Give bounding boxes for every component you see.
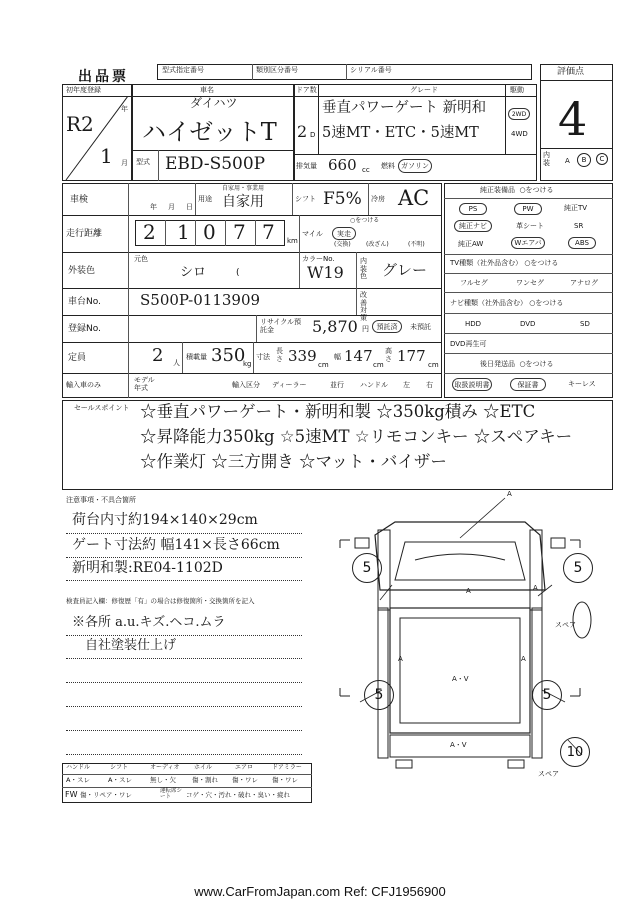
color: シロ (180, 265, 207, 280)
capacity-unit: 人 (173, 359, 180, 367)
extra-keyless: キーレス (568, 380, 596, 388)
doors: 2 (297, 122, 308, 141)
legend-h-wheel: ホイル (194, 764, 213, 771)
mark-a-front: A (466, 587, 471, 595)
mark-a-top: A (507, 490, 512, 498)
handle-right: 右 (426, 381, 433, 389)
equip-abs: ABS (568, 237, 596, 249)
sales-line-2: ☆昇降能力350kg ☆5速MT ☆リモコンキー ☆スペアキー (140, 427, 573, 446)
color-code: W19 (307, 263, 344, 282)
ac-label: 冷房 (371, 195, 385, 203)
name-label: 車名 (200, 86, 214, 94)
nav-sd: SD (580, 320, 590, 328)
model-no-label: 型式指定番号 (162, 66, 204, 74)
load-unit: kg (243, 360, 252, 368)
spare-label-bottom: スペア (538, 770, 559, 778)
legend-h-shift: シフト (110, 764, 129, 771)
drive-2wd: 2WD (508, 108, 530, 120)
shift-label: シフト (295, 195, 316, 203)
usage-hint: 自家用・事業用 (222, 185, 265, 192)
equipment-title: 純正装備品 ○をつける (480, 186, 554, 194)
category-no-label: 類別区分番号 (256, 66, 298, 74)
height: 177 (397, 347, 426, 365)
score-label: 評価点 (557, 67, 585, 77)
mileage-hint: ○をつける (350, 217, 380, 224)
first-reg-label: 初年度登録 (66, 86, 101, 94)
legend-r1-mirror: 傷・ワレ (272, 776, 298, 784)
equip-pw: PW (514, 203, 542, 215)
usage: 自家用 (222, 194, 264, 210)
displacement: 660 (328, 156, 357, 174)
legend-h-handle: ハンドル (66, 764, 91, 771)
equip-navi: 純正ナビ (454, 220, 492, 232)
inspector-title: 検査員記入欄：修復歴「有」の場合は修復箇所・交換箇所を記入 (66, 597, 255, 605)
legend-r1-wheel: 傷・割れ (192, 776, 218, 784)
dealer: ディーラー (272, 381, 307, 389)
ac: AC (398, 186, 430, 210)
equip-airbag: Wエアバ (511, 237, 545, 249)
tire-rear-right: 5 (532, 680, 562, 710)
tv-analog: アナログ (570, 279, 598, 287)
mileage-tampered: (改ざん) (366, 241, 389, 248)
legend-row1 (62, 775, 312, 787)
legend-r1-aero: 傷・ワレ (232, 776, 258, 784)
notes-title: 注意事項・不具合箇所 (66, 496, 136, 504)
doors-suffix: D (310, 131, 316, 139)
odo-digit-4: 7 (233, 220, 246, 244)
tire-front-left: 5 (352, 553, 382, 583)
height-unit: cm (428, 361, 439, 369)
import-label: 輸入車のみ (66, 381, 101, 389)
sales-line-3: ☆作業灯 ☆三方開き ☆マット・バイザー (140, 452, 447, 471)
chassis: S500P-0113909 (140, 291, 261, 309)
legend-seat-label: 運転席シート (160, 788, 183, 800)
recycle: 5,870 (312, 317, 358, 336)
odo-digit-3: 0 (203, 220, 216, 244)
legend-seat: コゲ・穴・汚れ・破れ・臭い・疲れ (186, 791, 290, 799)
color-code-label: カラーNo. (302, 255, 335, 263)
legend-h-audio: オーディオ (150, 764, 180, 771)
interior-grade-a: A (565, 157, 570, 165)
spare-label-top: スペア (555, 621, 576, 629)
odo-digit-5: 7 (262, 220, 275, 244)
type-label: 型式 (136, 158, 150, 166)
recycle-unit: 円 (362, 325, 369, 333)
handle-label: ハンドル (360, 381, 388, 389)
legend-h-mirror: ドアミラー (272, 764, 302, 771)
year-era: R2 (66, 112, 94, 136)
extra-title: 後日発送品 ○をつける (480, 360, 554, 368)
legend-headers (62, 763, 312, 774)
legend-fw: 傷・リペア・ワレ (80, 791, 132, 799)
vehicle-name: ハイゼットT (142, 118, 277, 146)
inspection-day: 日 (186, 203, 193, 211)
recycle-paid: 預託済 (372, 320, 402, 333)
grade-line2: 5速MT・ETC・5速MT (322, 125, 479, 141)
reg-no-label: 登録No. (68, 324, 101, 334)
month-unit: 月 (121, 159, 128, 167)
notes-line-1: 荷台内寸約194×140×29cm (72, 512, 258, 528)
date-divider (62, 96, 132, 181)
equip-tv: 純正TV (564, 204, 588, 212)
recycle-unpaid: 未預託 (410, 323, 431, 331)
color-orig-label: 元色 (134, 255, 148, 263)
mileage-unknown: (不明) (408, 241, 425, 248)
fuel: ガソリン (398, 159, 432, 173)
odo-digit-2: 1 (177, 220, 190, 244)
mark-a-right: A (521, 655, 526, 663)
handle-left: 左 (403, 381, 410, 389)
nav-dvd: DVD (520, 320, 536, 328)
inspection-month: 月 (168, 203, 175, 211)
legend-h-aero: エアロ (235, 764, 254, 771)
dims-label: 寸法 (256, 353, 270, 361)
tv-full: フルセグ (460, 279, 488, 287)
tv-one: ワンセグ (516, 279, 544, 287)
nav-title: ナビ種類（社外品含む） ○をつける (450, 299, 564, 307)
load-label: 積載量 (186, 353, 207, 361)
equipment-grid (444, 199, 613, 253)
dvd-play: DVD再生可 (450, 340, 487, 348)
grade-line1: 垂直パワーゲート 新明和 (322, 100, 487, 116)
odo-label: 走行距離 (66, 229, 103, 239)
import-class-label: 輸入区分 (232, 381, 260, 389)
notes-line-2: ゲート寸法約 幅141×長さ66cm (72, 537, 280, 553)
mark-a-rail: A (533, 584, 538, 592)
year-unit: 年 (121, 105, 128, 113)
serial-no-label: シリアル番号 (350, 66, 392, 74)
grade-label: グレード (410, 86, 438, 94)
sales-line-1: ☆垂直パワーゲート・新明和製 ☆350kg積み ☆ETC (140, 402, 536, 421)
fuel-label: 燃料 (381, 162, 395, 170)
mark-av-rear: A・V (450, 741, 467, 749)
mark-av-bed: A・V (452, 675, 469, 683)
load: 350 (211, 345, 246, 366)
capacity: 2 (152, 345, 164, 366)
legend-r1-shift: A・スレ (108, 776, 132, 784)
watermark: www.CarFromJapan.com Ref: CFJ1956900 (194, 884, 446, 899)
equip-leather: 革シート (516, 222, 544, 230)
int-color: グレー (382, 261, 428, 279)
odo-digit-1: 2 (143, 220, 156, 244)
usage-label: 用途 (198, 195, 212, 203)
length: 339 (288, 347, 317, 365)
tire-rear-left: 5 (364, 680, 394, 710)
displacement-unit: cc (362, 166, 370, 174)
interior-grade-b: B (577, 153, 591, 167)
capacity-label: 定員 (68, 353, 87, 363)
header-id-box (157, 64, 532, 80)
legend-r1-audio: 無し・欠 (150, 776, 176, 784)
notes-line-3: 新明和製:RE04-1102D (72, 560, 223, 576)
odo-unit: km (287, 237, 298, 245)
inspector-line-2: 自社塗装仕上げ (85, 638, 177, 653)
drive-4wd: 4WD (511, 130, 528, 138)
sales-label: セールスポイント (74, 404, 130, 412)
nav-hdd: HDD (465, 320, 482, 328)
legend-fw-label: FW (65, 790, 78, 799)
color-paren: ( (236, 268, 240, 278)
width: 147 (344, 347, 373, 365)
equip-aw: 純正AW (458, 240, 484, 248)
mileage-actual: 実走 (332, 227, 356, 240)
month: 1 (100, 144, 113, 168)
interior-label: 内装 (543, 151, 550, 167)
mileage-label: マイル (302, 230, 323, 238)
int-color-label: 内装色 (360, 257, 367, 281)
interior-grade-c: C (596, 153, 608, 165)
color-label: 外装色 (68, 266, 96, 276)
tv-title: TV種類（社外品含む） ○をつける (450, 259, 559, 267)
length-unit: cm (318, 361, 329, 369)
drive-label: 駆動 (510, 86, 524, 94)
inspection-year: 年 (150, 203, 157, 211)
vehicle-type: EBD-S500P (165, 154, 266, 174)
model-year-label: モデル年式 (134, 376, 155, 392)
shift: F5% (323, 189, 362, 209)
doors-label: ドア数 (296, 86, 317, 94)
score: 4 (558, 92, 588, 146)
tire-spare: 10 (560, 737, 590, 767)
legend-r1-handle: A・スレ (66, 776, 90, 784)
recycle-label: リサイクル預託金 (260, 318, 302, 335)
mark-a-left: A (398, 655, 403, 663)
odo-digits (135, 220, 285, 246)
equip-ps: PS (459, 203, 487, 215)
extra-warranty: 保証書 (510, 378, 546, 391)
inspector-line-1: ※各所 a.u.キズ.ヘコ.ムラ (72, 615, 226, 630)
equip-sr: SR (574, 222, 584, 230)
width-label: 幅 (334, 353, 341, 361)
tire-front-right: 5 (563, 553, 593, 583)
length-label: 長さ (276, 347, 283, 363)
chassis-label: 車台No. (68, 297, 101, 307)
height-label: 高さ (385, 347, 392, 363)
mileage-exchanged: (交換) (334, 241, 351, 248)
extra-manual: 取扱説明書 (452, 378, 492, 391)
sheet-title: 出品票 (78, 69, 129, 85)
displacement-label: 排気量 (296, 162, 317, 170)
recall-label: 改善対策 (360, 291, 367, 323)
maker: ダイハツ (190, 96, 238, 110)
inspection-label: 車検 (70, 195, 89, 205)
width-unit: cm (373, 361, 384, 369)
parallel: 並行 (330, 381, 344, 389)
